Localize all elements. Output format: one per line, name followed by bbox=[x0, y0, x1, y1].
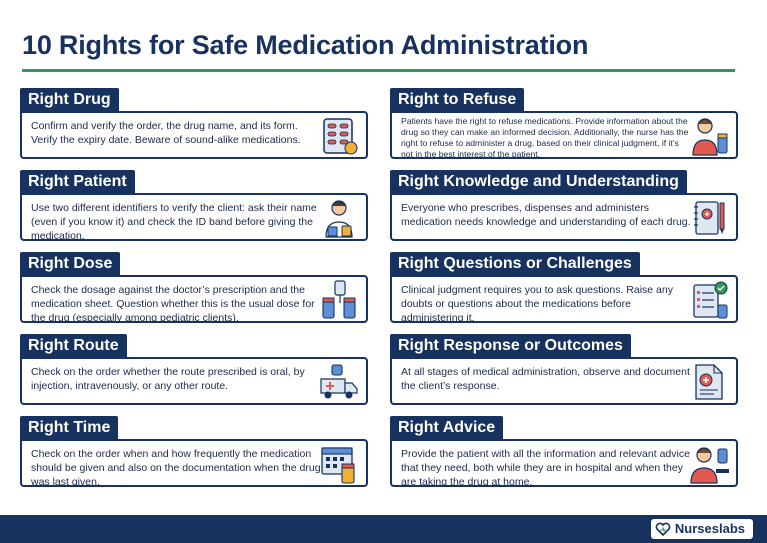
card-body bbox=[20, 193, 368, 241]
card-text: Check on the order when and how frequently the medication should be given and also on the documentation when the drug was last given. bbox=[31, 448, 321, 488]
card-right-knowledge bbox=[390, 170, 738, 244]
pill-pack-icon bbox=[318, 115, 360, 157]
card-body bbox=[390, 357, 738, 405]
card-title: Right Patient bbox=[20, 170, 135, 193]
card-text: Check on the order whether the route prescribed is oral, by injection, intravenously, or any other route. bbox=[31, 366, 305, 392]
card-right-time bbox=[20, 416, 368, 490]
nurse-refusing-icon bbox=[688, 115, 730, 157]
card-text: Clinical judgment requires you to ask questions. Raise any doubts or questions about the medications before administering it. bbox=[401, 284, 673, 324]
card-right-response bbox=[390, 334, 738, 408]
card-body bbox=[390, 111, 738, 159]
card-body bbox=[390, 439, 738, 487]
card-text: At all stages of medical administration, observe and document the client’s response. bbox=[401, 366, 690, 392]
ambulance-icon bbox=[318, 361, 360, 403]
card-title: Right Response or Outcomes bbox=[390, 334, 631, 357]
doctor-id-icon bbox=[318, 197, 360, 239]
card-right-route bbox=[20, 334, 368, 408]
card-title: Right Time bbox=[20, 416, 118, 439]
card-title: Right Dose bbox=[20, 252, 120, 275]
heart-logo-icon bbox=[655, 521, 671, 537]
iv-bottles-icon bbox=[318, 279, 360, 321]
card-text: Use two different identifiers to verify the client: ask their name (even if you know it) and check the ID band before giving the medication. bbox=[31, 202, 317, 242]
page-title: 10 Rights for Safe Medication Administration bbox=[22, 30, 589, 60]
card-body bbox=[390, 193, 738, 241]
card-title: Right to Refuse bbox=[390, 88, 524, 111]
card-body bbox=[20, 357, 368, 405]
footer-bar bbox=[0, 515, 767, 543]
card-right-dose bbox=[20, 252, 368, 326]
card-title: Right Route bbox=[20, 334, 127, 357]
brand-name: Nurseslabs bbox=[674, 521, 745, 536]
rights-grid bbox=[20, 88, 747, 488]
card-body bbox=[390, 275, 738, 323]
card-right-questions bbox=[390, 252, 738, 326]
title-underline bbox=[22, 69, 735, 72]
checklist-bottle-icon bbox=[688, 279, 730, 321]
card-right-drug bbox=[20, 88, 368, 162]
medical-notebook-icon bbox=[688, 197, 730, 239]
pharmacist-icon bbox=[688, 443, 730, 485]
card-right-to-refuse bbox=[390, 88, 738, 162]
brand-badge[interactable] bbox=[651, 519, 753, 539]
card-body bbox=[20, 439, 368, 487]
calendar-bottle-icon bbox=[318, 443, 360, 485]
card-text: Patients have the right to refuse medications. Provide information about the drug so they can make an informed decision. Additionally, the nurse has the right to refuse to administer a drug, based on their clinical judgment, if it’s not in the best interest of the patient. bbox=[401, 116, 689, 159]
card-right-advice bbox=[390, 416, 738, 490]
card-title: Right Knowledge and Understanding bbox=[390, 170, 687, 193]
card-body bbox=[20, 111, 368, 159]
card-title: Right Advice bbox=[390, 416, 503, 439]
card-text: Everyone who prescribes, dispenses and administers medication needs knowledge and understanding of each drug. bbox=[401, 202, 691, 228]
card-text: Confirm and verify the order, the drug name, and its form. Verify the expiry date. Beware of sound-alike medications. bbox=[31, 120, 301, 146]
card-right-patient bbox=[20, 170, 368, 244]
card-title: Right Drug bbox=[20, 88, 119, 111]
card-text: Check the dosage against the doctor’s prescription and the medication sheet. Question whether this is the usual dose for the drug (especially among pediatric clients). bbox=[31, 284, 315, 324]
card-body bbox=[20, 275, 368, 323]
card-text: Provide the patient with all the information and relevant advice that they need, both while they are in hospital and when they are taking the drug at home. bbox=[401, 448, 690, 488]
medical-document-icon bbox=[688, 361, 730, 403]
card-title: Right Questions or Challenges bbox=[390, 252, 640, 275]
